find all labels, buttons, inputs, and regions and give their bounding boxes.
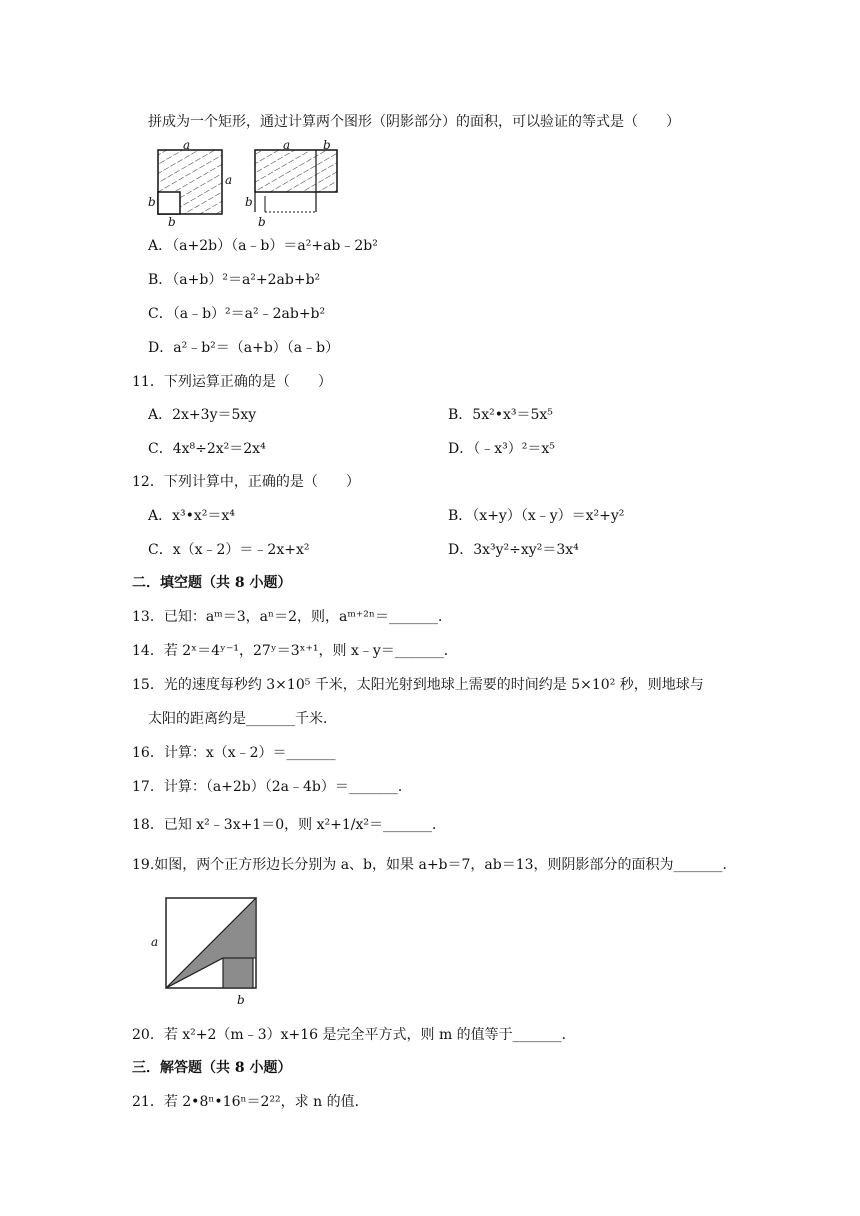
section-2-title: 二．填空题（共 8 小题） [132,575,292,591]
q12-option-b[interactable]: B．（x+y）（x﹣y）＝x²+y² [448,508,625,524]
q11-option-d[interactable]: D．（﹣x³）²＝x⁵ [448,441,555,457]
q11-option-a[interactable]: A．2x+3y＝5xy [148,407,257,423]
q12-stem: 12．下列计算中，正确的是（ ） [132,474,360,490]
q21: 21．若 2•8ⁿ•16ⁿ＝2²²，求 n 的值． [132,1094,369,1110]
q12-option-c[interactable]: C．x（x﹣2）＝﹣2x+x² [148,542,310,558]
rectangle-diagram-right [255,150,337,212]
q15-line-1: 15．光的速度每秒约 3×10⁵ 千米，太阳光射到地球上需要的时间约是 5×10² 秒，则地球与 [132,677,704,693]
q10-fig-label-b-bottom: b [168,215,176,229]
q15-line-2: 太阳的距离约是_______千米． [148,711,337,727]
q19: 19.如图，两个正方形边长分别为 a、b，如果 a+b＝7，ab＝13，则阴影部分的面积为_______． [132,857,737,873]
q10-fig-label-b-side: b [148,195,156,209]
q10-fig-label-b-top-right: b [323,138,331,152]
q10-option-c[interactable]: C．（a﹣b）²＝a²﹣2ab+b² [148,306,326,322]
q19-fig-label-b: b [237,993,245,1007]
q19-fig-label-a: a [151,935,159,949]
q10-fig-label-a-side: a [225,173,233,187]
q10-fig-label-a-top-right: a [283,138,291,152]
q12-option-a[interactable]: A．x³•x²＝x⁴ [148,508,235,524]
q10-option-a[interactable]: A．（a+2b）（a﹣b）＝a²+ab﹣2b² [148,238,378,254]
square-diagram-left [158,150,222,214]
q10-fig-label-b-right-bottom: b [258,215,266,229]
q18: 18．已知 x²﹣3x+1＝0，则 x²+1/x²＝_______． [132,817,446,833]
q17: 17．计算：（a+2b）（2a﹣4b）＝_______． [132,779,412,795]
q14: 14．若 2ˣ＝4ʸ⁻¹，27ʸ＝3ˣ⁺¹，则 x﹣y＝_______． [132,643,458,659]
q12-option-d[interactable]: D．3x³y²÷xy²＝3x⁴ [448,542,579,558]
small-square [223,958,253,988]
q10-option-d[interactable]: D．a²﹣b²＝（a+b）（a﹣b） [148,340,340,356]
q10-fig-label-b-right-side: b [245,195,253,209]
q11-option-b[interactable]: B．5x²•x³＝5x⁵ [448,407,553,423]
section-3-title: 三．解答题（共 8 小题） [132,1060,292,1076]
q13: 13．已知：aᵐ＝3，aⁿ＝2，则，aᵐ⁺²ⁿ＝_______． [132,609,452,625]
q11-option-c[interactable]: C．4x⁸÷2x²＝2x⁴ [148,441,266,457]
q10-option-b[interactable]: B．（a+b）²＝a²+2ab+b² [148,272,321,288]
q16: 16．计算：x（x﹣2）＝_______ [132,745,336,761]
q20: 20．若 x²+2（m﹣3）x+16 是完全平方式，则 m 的值等于_______． [132,1027,576,1043]
q10-fig-label-a-top-left: a [183,138,191,152]
q10-stem: 拼成为一个矩形，通过计算两个图形（阴影部分）的面积，可以验证的等式是（ ） [148,114,680,130]
q19-figure [160,892,270,1002]
q11-stem: 11．下列运算正确的是（ ） [132,374,332,390]
